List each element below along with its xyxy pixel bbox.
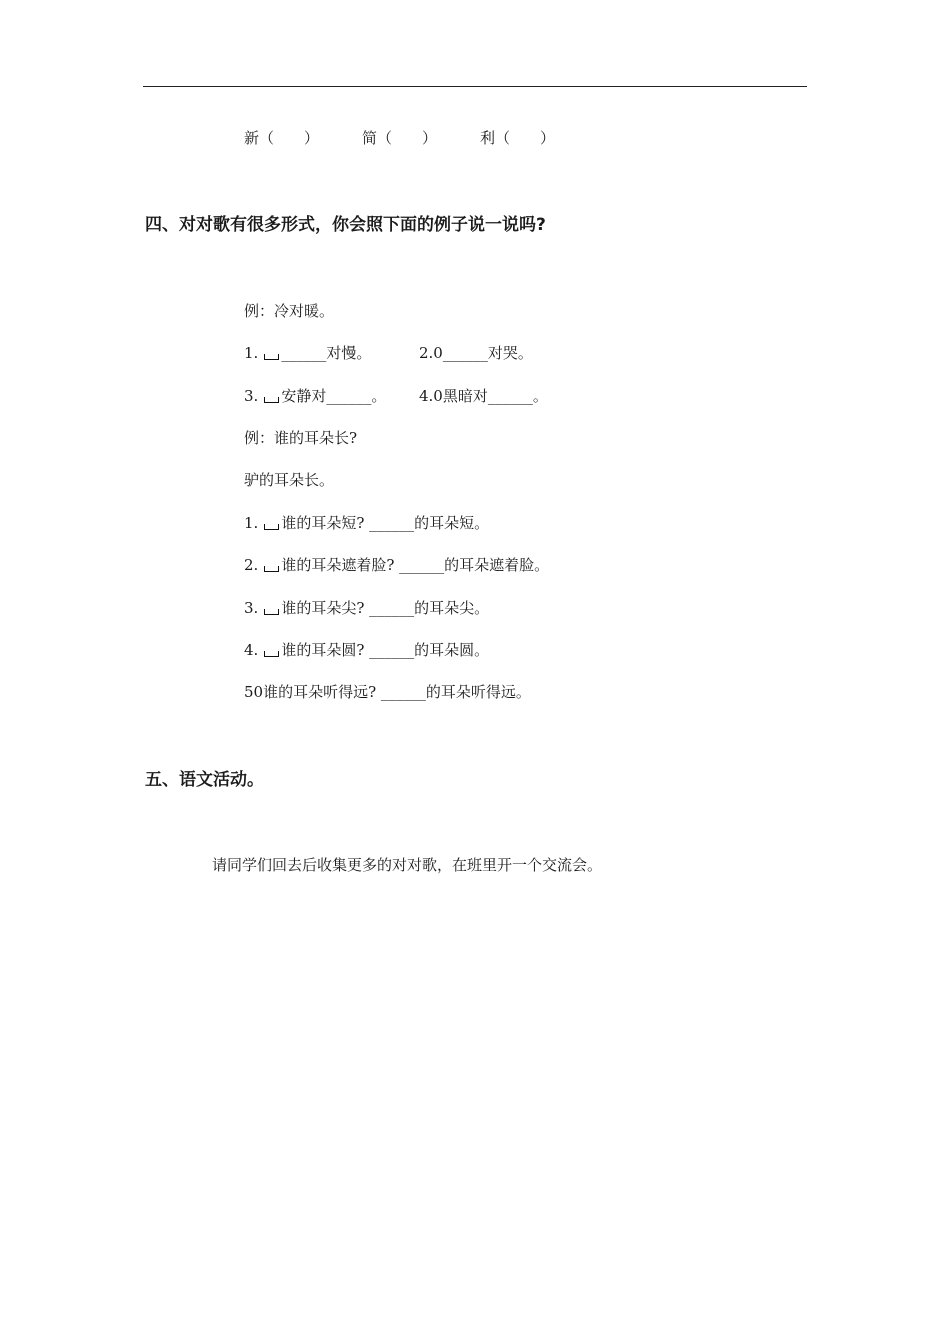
char-item-xin: 新（ ） xyxy=(244,129,320,147)
section-5-heading: 五、语文活动。 xyxy=(145,770,264,790)
header-rule xyxy=(143,86,807,87)
question-3 xyxy=(244,386,386,406)
blank-mark-icon xyxy=(264,524,279,530)
example-2-question: 例：谁的耳朵长? xyxy=(244,429,358,447)
example-2-answer: 驴的耳朵长。 xyxy=(244,471,335,489)
question-2: 2.0______对哭。 xyxy=(419,344,533,362)
blank-mark-icon xyxy=(264,609,279,615)
section-5-body: 请同学们回去后收集更多的对对歌，在班里开一个交流会。 xyxy=(212,856,603,874)
blank-mark-icon xyxy=(264,354,279,360)
example-1: 例：冷对暖。 xyxy=(244,302,335,320)
char-item-li: 利（ ） xyxy=(480,129,556,147)
ear-question-5: 50谁的耳朵听得远? ______的耳朵听得远。 xyxy=(244,683,531,701)
ear-question-1-number: 1. xyxy=(244,514,259,532)
ear-question-3-number: 3. xyxy=(244,599,259,617)
ear-question-2-number: 2. xyxy=(244,556,259,574)
ear-question-1 xyxy=(244,513,489,533)
ear-question-1-text: 谁的耳朵短? ______的耳朵短。 xyxy=(281,514,490,532)
ear-question-4 xyxy=(244,640,489,660)
ear-question-2 xyxy=(244,555,549,575)
char-item-jian: 简（ ） xyxy=(362,129,438,147)
question-1 xyxy=(244,343,371,363)
question-1-text: ______对慢。 xyxy=(281,344,372,362)
question-4: 4.0黑暗对______。 xyxy=(419,387,548,405)
blank-mark-icon xyxy=(264,397,279,403)
ear-question-4-number: 4. xyxy=(244,641,259,659)
ear-question-2-text: 谁的耳朵遮着脸? ______的耳朵遮着脸。 xyxy=(281,556,550,574)
section-4-heading: 四、对对歌有很多形式，你会照下面的例子说一说吗? xyxy=(145,215,546,235)
question-3-text: 安静对______。 xyxy=(281,387,387,405)
question-3-number: 3. xyxy=(244,387,259,405)
blank-mark-icon xyxy=(264,566,279,572)
ear-question-4-text: 谁的耳朵圆? ______的耳朵圆。 xyxy=(281,641,490,659)
question-1-number: 1. xyxy=(244,344,259,362)
ear-question-3-text: 谁的耳朵尖? ______的耳朵尖。 xyxy=(281,599,490,617)
blank-mark-icon xyxy=(264,651,279,657)
ear-question-3 xyxy=(244,598,489,618)
